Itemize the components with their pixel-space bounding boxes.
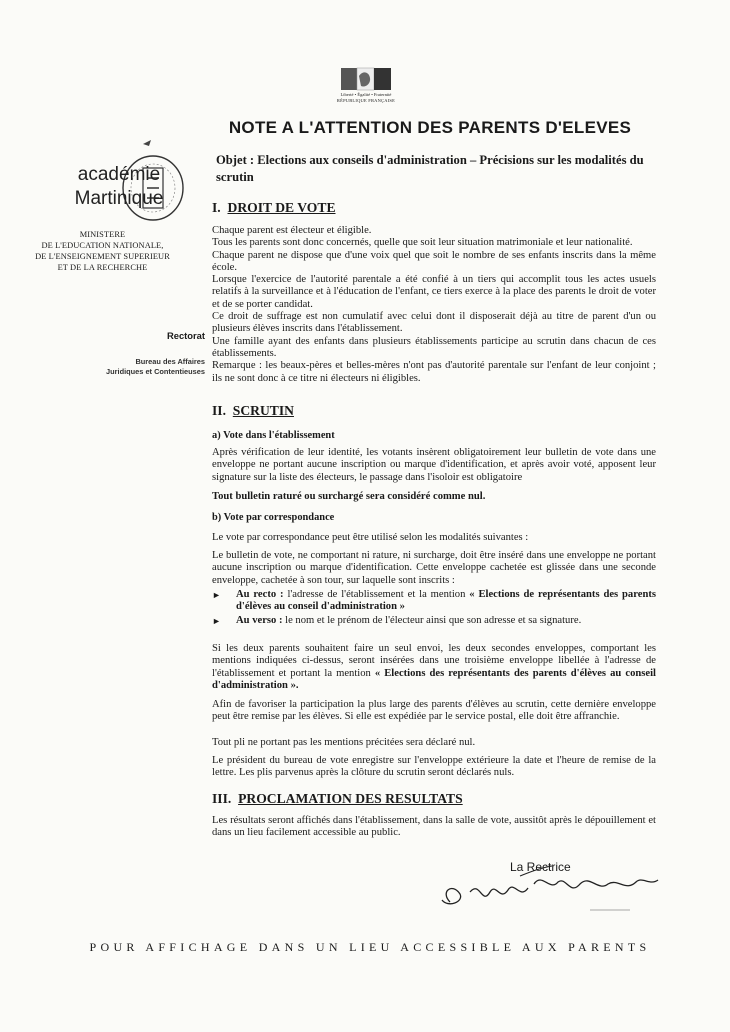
section2b-intro: Le vote par correspondance peut être utilisé selon les modalités suivantes :	[212, 532, 529, 543]
section2a-heading: a) Vote dans l'établissement	[212, 430, 335, 441]
academie-logo	[55, 136, 195, 228]
logo-line2: Martinique	[74, 188, 164, 209]
ministry-line: ET DE LA RECHERCHE	[57, 263, 148, 272]
ministry-line: DE L'ENSEIGNEMENT SUPERIEUR	[35, 252, 170, 261]
bullet-verso	[212, 615, 656, 627]
bullet1-bold: « Elections de représentants des parents d'élèves au conseil d'administration »	[236, 589, 656, 613]
section2a-body: Après vérification de leur identité, les votants insèrent obligatoirement leur bulletin de vote dans une enveloppe ne portant aucune inscription ou marque d'identification, et après avoir voté, apposent leur signature sur la liste des électeurs, le passage dans l'isoloir est obligatoire	[212, 447, 656, 483]
bullet-recto	[212, 589, 656, 614]
paragraph: Chaque parent est électeur et éligible.	[212, 225, 372, 236]
section1-num: I.	[212, 200, 221, 215]
marianne-motto: Liberté • Égalité • Fraternité	[340, 92, 392, 97]
bullet2-lead: Au verso :	[236, 615, 286, 626]
section2b-para3	[212, 643, 656, 692]
section2b-para6: Le président du bureau de vote enregistre sur l'enveloppe extérieure la date et l'heure de remise de la lettre. Les plis parvenus après la clôture du scrutin seront déclarés nuls.	[212, 755, 656, 779]
rectorat-label: Rectorat	[166, 330, 205, 341]
ministry-label	[0, 229, 205, 273]
marianne-flag-icon	[333, 66, 399, 92]
bureau-line: Bureau des Affaires	[135, 357, 205, 366]
bureau-label	[80, 357, 205, 377]
paragraph: Tous les parents sont donc concernés, quelle que soit leur situation matrimoniale et leur nationalité.	[212, 237, 633, 249]
arrow-icon: ►	[212, 590, 221, 600]
signature-title: La Rectrice	[510, 860, 571, 874]
bureau-line: Juridiques et Contentieuses	[106, 367, 205, 376]
bullet1-lead: Au recto :	[236, 589, 288, 600]
section3-body: Les résultats seront affichés dans l'établissement, dans la salle de vote, aussitôt après le dépouillement et dans un lieu facilement accessible au public.	[212, 815, 656, 839]
section2b-para4: Afin de favoriser la participation la plus large des parents d'élèves au scrutin, cette dernière enveloppe peut être remise par les élèves. Si elle est expédiée par le service postal, elle doit être affranchie.	[212, 699, 656, 723]
ministry-line: MINISTERE	[79, 230, 126, 239]
para3-bold: « Elections des représentants des parents d'élèves au conseil d'administration ».	[212, 667, 656, 691]
section3-num: III.	[212, 791, 232, 806]
para3-text: Si les deux parents souhaitent faire un seul envoi, les deux secondes enveloppes, comportant les mentions indiquées ci-dessus, seront insérées dans une troisième enveloppe libellée à l'adresse de l'établissement et portant la mention	[212, 643, 656, 679]
section2-title: SCRUTIN	[232, 403, 294, 418]
logo-line1: académie	[77, 164, 161, 185]
section1-title: DROIT DE VOTE	[227, 200, 336, 215]
arrow-icon: ►	[212, 616, 221, 626]
section1-body	[212, 225, 656, 385]
subject-line: Objet : Elections aux conseils d'administration – Précisions sur les modalités du scrutin	[216, 153, 644, 184]
paragraph: Chaque parent ne dispose que d'une voix quel que soit le nombre de ses enfants inscrits dans la même école.	[212, 249, 656, 273]
section2-heading	[212, 403, 294, 419]
bullet2-text: le nom et le prénom de l'électeur ainsi que son adresse et sa signature.	[285, 615, 582, 626]
handwritten-signature	[430, 862, 670, 922]
section2b-heading: b) Vote par correspondance	[212, 512, 335, 523]
section3-heading	[212, 791, 463, 807]
footer-notice: POUR AFFICHAGE DANS UN LIEU ACCESSIBLE AUX PARENTS	[89, 940, 651, 954]
ministry-line: DE L'EDUCATION NATIONALE,	[41, 241, 164, 250]
page-title: NOTE A L'ATTENTION DES PARENTS D'ELEVES	[228, 118, 632, 137]
section2b-body: Le bulletin de vote, ne comportant ni rature, ni surcharge, doit être inséré dans une enveloppe ne portant aucune inscription ou marque d'identification. Cette enveloppe cachetée est glissée dans une seconde enveloppe, cachetée à son tour, sur laquelle sont inscrits :	[212, 550, 656, 586]
section1-heading	[212, 200, 336, 216]
section2a-note: Tout bulletin raturé ou surchargé sera considéré comme nul.	[212, 491, 486, 502]
section3-title: PROCLAMATION DES RESULTATS	[238, 791, 463, 806]
bullet1-text: l'adresse de l'établissement et la mention	[287, 589, 470, 600]
paragraph: Une famille ayant des enfants dans plusieurs établissements participe au scrutin dans chacun de ces établissements.	[212, 335, 656, 359]
paragraph: Remarque : les beaux-pères et belles-mères n'ont pas d'autorité parentale sur l'enfant de leur conjoint ; ils ne sont donc à ce titre ni électeurs ni éligibles.	[212, 360, 656, 384]
section2b-para5: Tout pli ne portant pas les mentions précitées sera déclaré nul.	[212, 737, 476, 748]
marianne-republic: RÉPUBLIQUE FRANÇAISE	[336, 98, 396, 103]
section2-num: II.	[212, 403, 226, 418]
paragraph: Ce droit de suffrage est non cumulatif avec celui dont il disposerait déjà au titre de parent d'un ou plusieurs élèves inscrits dans l'établissement.	[212, 311, 656, 335]
marianne-logo	[333, 66, 399, 106]
paragraph: Lorsque l'exercice de l'autorité parentale a été confié à un tiers qui accomplit tous les actes usuels relatifs à la surveillance et à l'éducation de l'enfant, ce tiers exerce à la place des parents le droit de voter et de se porter candidat.	[212, 274, 656, 310]
